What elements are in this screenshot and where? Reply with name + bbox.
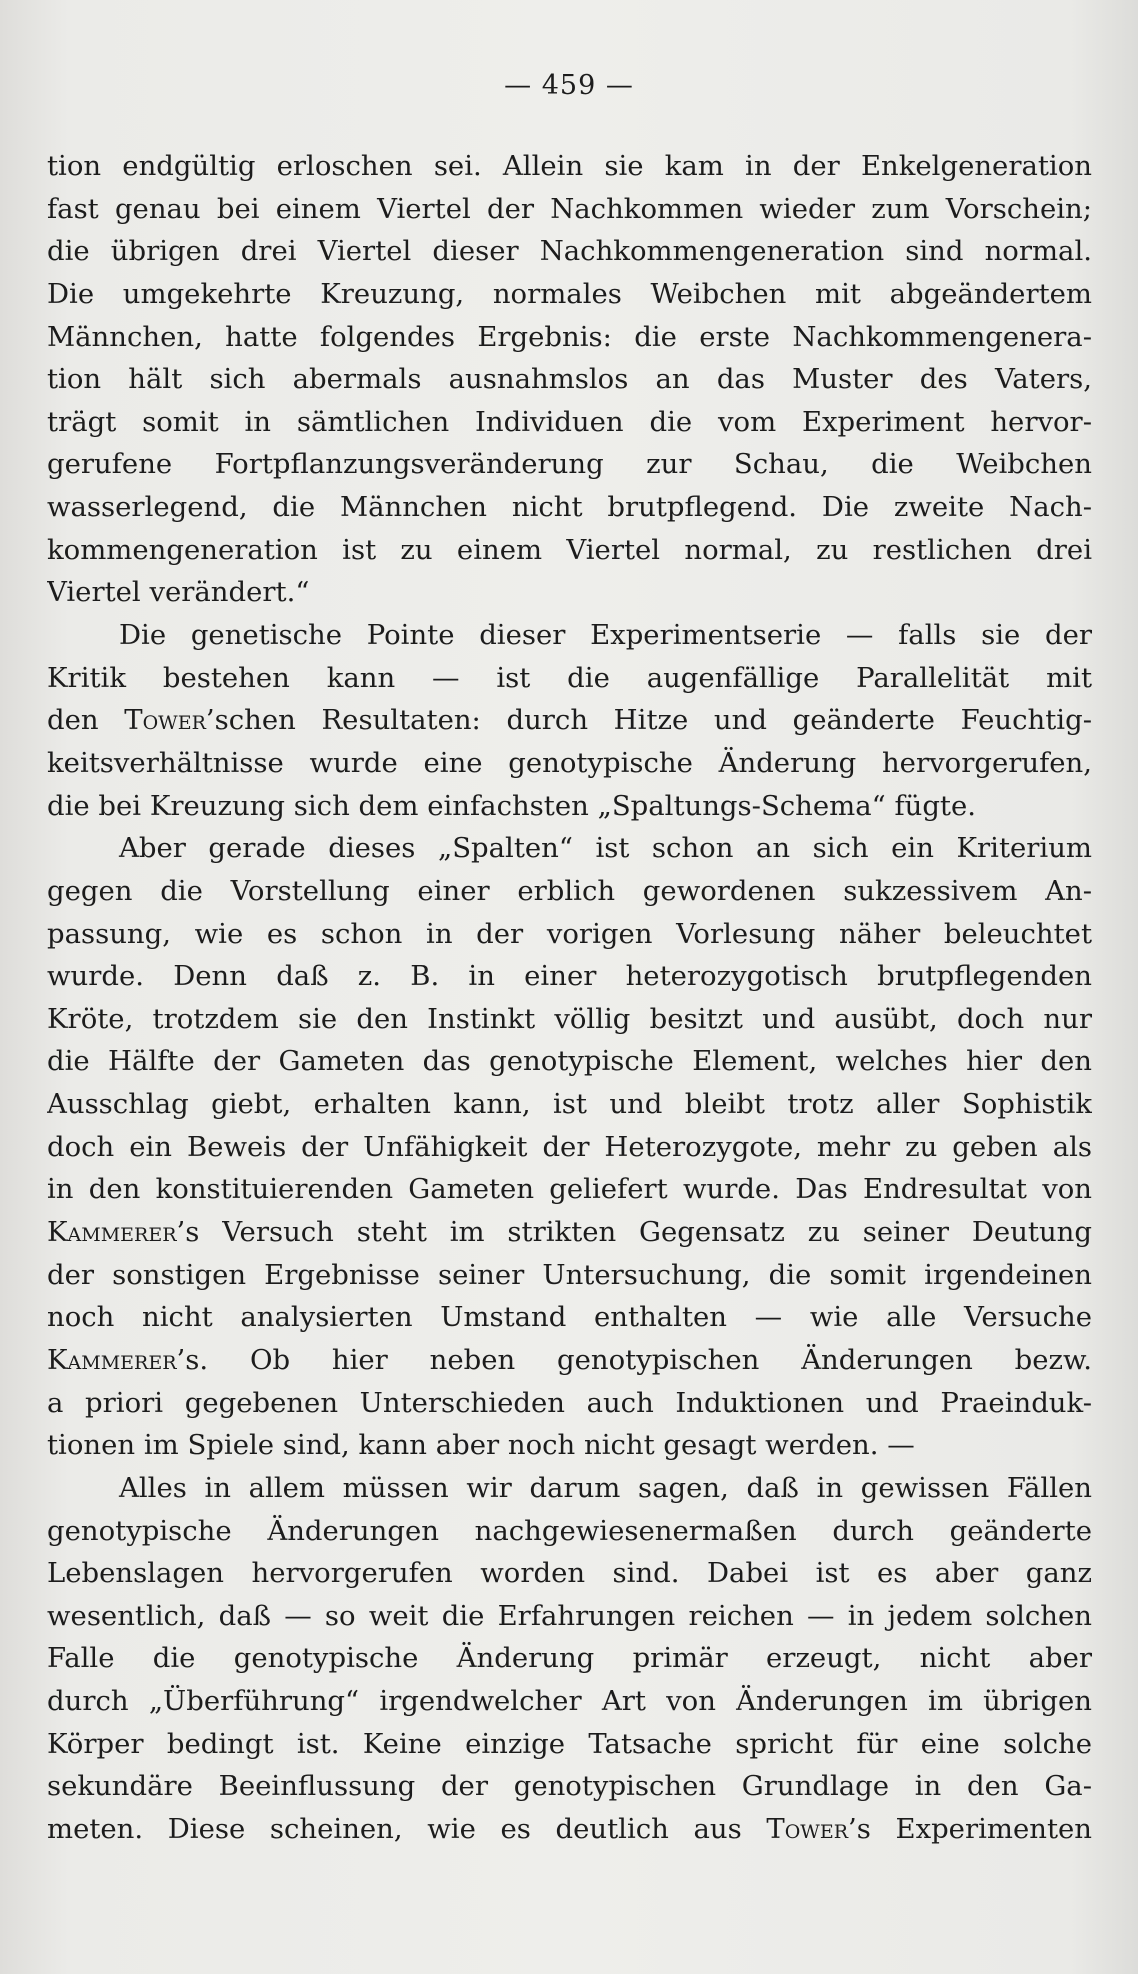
text-segment: Die genetische Pointe dieser Experimentserie — falls sie der xyxy=(119,619,1092,652)
text-line xyxy=(47,401,1092,444)
text-line xyxy=(47,1510,1092,1553)
text-line xyxy=(47,273,1092,316)
text-segment: Die umgekehrte Kreuzung, normales Weibchen mit abgeändertem xyxy=(47,277,1092,310)
text-segment: meten. Diese scheinen, wie es deutlich aus xyxy=(47,1812,767,1845)
text-segment: a priori gegebenen Unterschieden auch Induktionen und Praeinduk- xyxy=(47,1386,1092,1419)
text-segment: ’schen Resultaten: durch Hitze und geänderte Feuchtig- xyxy=(205,704,1092,737)
text-segment: Kröte, trotzdem sie den Instinkt völlig besitzt und ausübt, doch nur xyxy=(47,1002,1092,1035)
text-line xyxy=(47,657,1092,700)
text-segment: passung, wie es schon in der vorigen Vorlesung näher beleuchtet xyxy=(47,917,1092,950)
page-number: — 459 — xyxy=(504,70,634,101)
text-segment: doch ein Beweis der Unfähigkeit der Heterozygote, mehr zu geben als xyxy=(47,1130,1092,1163)
text-segment: genotypische Änderungen nachgewiesenermaßen durch geänderte xyxy=(47,1514,1092,1547)
text-line xyxy=(47,785,1092,828)
text-segment: wasserlegend, die Männchen nicht brutpflegend. Die zweite Nach- xyxy=(47,491,1092,524)
text-segment: ’s. Ob hier neben genotypischen Änderungen bezw. xyxy=(176,1343,1092,1376)
text-line xyxy=(47,1723,1092,1766)
text-segment: tion endgültig erloschen sei. Allein sie kam in der Enkelgeneration xyxy=(47,150,1092,182)
text-segment: die bei Kreuzung sich dem einfachsten „Spaltungs-Schema“ fügte. xyxy=(47,789,976,822)
text-segment: wurde. Denn daß z. B. in einer heterozygotisch brutpflegenden xyxy=(47,960,1092,993)
text-segment: tion hält sich abermals ausnahmslos an das Muster des Vaters, xyxy=(47,363,1092,396)
text-line xyxy=(47,443,1092,486)
text-line xyxy=(47,1552,1092,1595)
text-segment: Alles in allem müssen wir darum sagen, daß in gewissen Fällen xyxy=(119,1471,1092,1504)
text-line xyxy=(47,1765,1092,1808)
text-line xyxy=(47,1126,1092,1169)
text-line xyxy=(47,486,1092,529)
text-line xyxy=(47,1595,1092,1638)
body-text xyxy=(47,145,1092,1851)
text-segment: Lebenslagen hervorgerufen worden sind. Dabei ist es aber ganz xyxy=(47,1557,1092,1590)
author-name: Tower xyxy=(766,1812,848,1845)
text-segment: trägt somit in sämtlichen Individuen die vom Experiment hervor- xyxy=(47,405,1092,438)
text-segment: keitsverhältnisse wurde eine genotypische Änderung hervorgerufen, xyxy=(47,746,1092,779)
text-segment: ’s Versuch steht im strikten Gegensatz zu seiner Deutung xyxy=(176,1216,1092,1249)
text-line xyxy=(47,1680,1092,1723)
text-line xyxy=(47,1339,1092,1382)
text-segment: Kritik bestehen kann — ist die augenfällige Parallelität mit xyxy=(47,661,1092,694)
text-segment: der sonstigen Ergebnisse seiner Untersuchung, die somit irgendeinen xyxy=(47,1258,1092,1291)
author-name: Tower xyxy=(124,704,206,737)
text-line xyxy=(47,1040,1092,1083)
text-line xyxy=(47,1424,1092,1467)
text-line xyxy=(47,870,1092,913)
text-line xyxy=(47,1382,1092,1425)
text-segment: Männchen, hatte folgendes Ergebnis: die erste Nachkommengenera- xyxy=(47,320,1092,353)
text-segment: sekundäre Beeinflussung der genotypischen Grundlage in den Ga- xyxy=(47,1770,1092,1803)
text-segment: durch „Überführung“ irgendwelcher Art von Änderungen im übrigen xyxy=(47,1685,1092,1718)
text-line xyxy=(47,188,1092,231)
text-line xyxy=(47,316,1092,359)
text-line xyxy=(47,1467,1092,1510)
text-line xyxy=(47,1254,1092,1297)
text-line xyxy=(47,145,1092,188)
text-segment: noch nicht analysierten Umstand enthalten — wie alle Versuche xyxy=(47,1301,1092,1334)
text-segment: gegen die Vorstellung einer erblich gewordenen sukzessivem An- xyxy=(47,874,1092,907)
text-segment: kommengeneration ist zu einem Viertel normal, zu restlichen drei xyxy=(47,533,1092,566)
text-segment: Viertel verändert.“ xyxy=(47,576,310,609)
text-segment: Aber gerade dieses „Spalten“ ist schon an sich ein Kriterium xyxy=(119,832,1092,865)
author-name: Kammerer xyxy=(47,1216,177,1249)
author-name: Kammerer xyxy=(47,1343,177,1376)
text-line xyxy=(47,955,1092,998)
text-segment: gerufene Fortpflanzungsveränderung zur Schau, die Weibchen xyxy=(47,448,1092,481)
text-line xyxy=(47,614,1092,657)
text-segment: tionen im Spiele sind, kann aber noch nicht gesagt werden. — xyxy=(47,1429,915,1462)
text-line xyxy=(47,358,1092,401)
text-segment: wesentlich, daß — so weit die Erfahrungen reichen — in jedem solchen xyxy=(47,1599,1092,1632)
text-line xyxy=(47,827,1092,870)
text-line xyxy=(47,571,1092,614)
text-line xyxy=(47,913,1092,956)
text-segment: Falle die genotypische Änderung primär erzeugt, nicht aber xyxy=(47,1642,1092,1675)
text-line xyxy=(47,699,1092,742)
text-segment: die Hälfte der Gameten das genotypische Element, welches hier den xyxy=(47,1045,1092,1078)
text-segment: Ausschlag giebt, erhalten kann, ist und bleibt trotz aller Sophistik xyxy=(47,1088,1092,1121)
text-line xyxy=(47,230,1092,273)
text-segment: Körper bedingt ist. Keine einzige Tatsache spricht für eine solche xyxy=(47,1727,1092,1760)
text-line xyxy=(47,742,1092,785)
text-line xyxy=(47,1296,1092,1339)
text-line xyxy=(47,1168,1092,1211)
text-line xyxy=(47,529,1092,572)
text-line xyxy=(47,1808,1092,1851)
text-segment: ’s Experimenten xyxy=(848,1812,1092,1845)
text-line xyxy=(47,1083,1092,1126)
text-line xyxy=(47,1637,1092,1680)
text-line xyxy=(47,998,1092,1041)
text-segment: fast genau bei einem Viertel der Nachkommen wieder zum Vorschein; xyxy=(47,192,1092,225)
text-line xyxy=(47,1211,1092,1254)
text-segment: den xyxy=(47,704,125,737)
text-segment: die übrigen drei Viertel dieser Nachkommengeneration sind normal. xyxy=(47,235,1092,268)
text-segment: in den konstituierenden Gameten geliefert wurde. Das Endresultat von xyxy=(47,1173,1092,1206)
